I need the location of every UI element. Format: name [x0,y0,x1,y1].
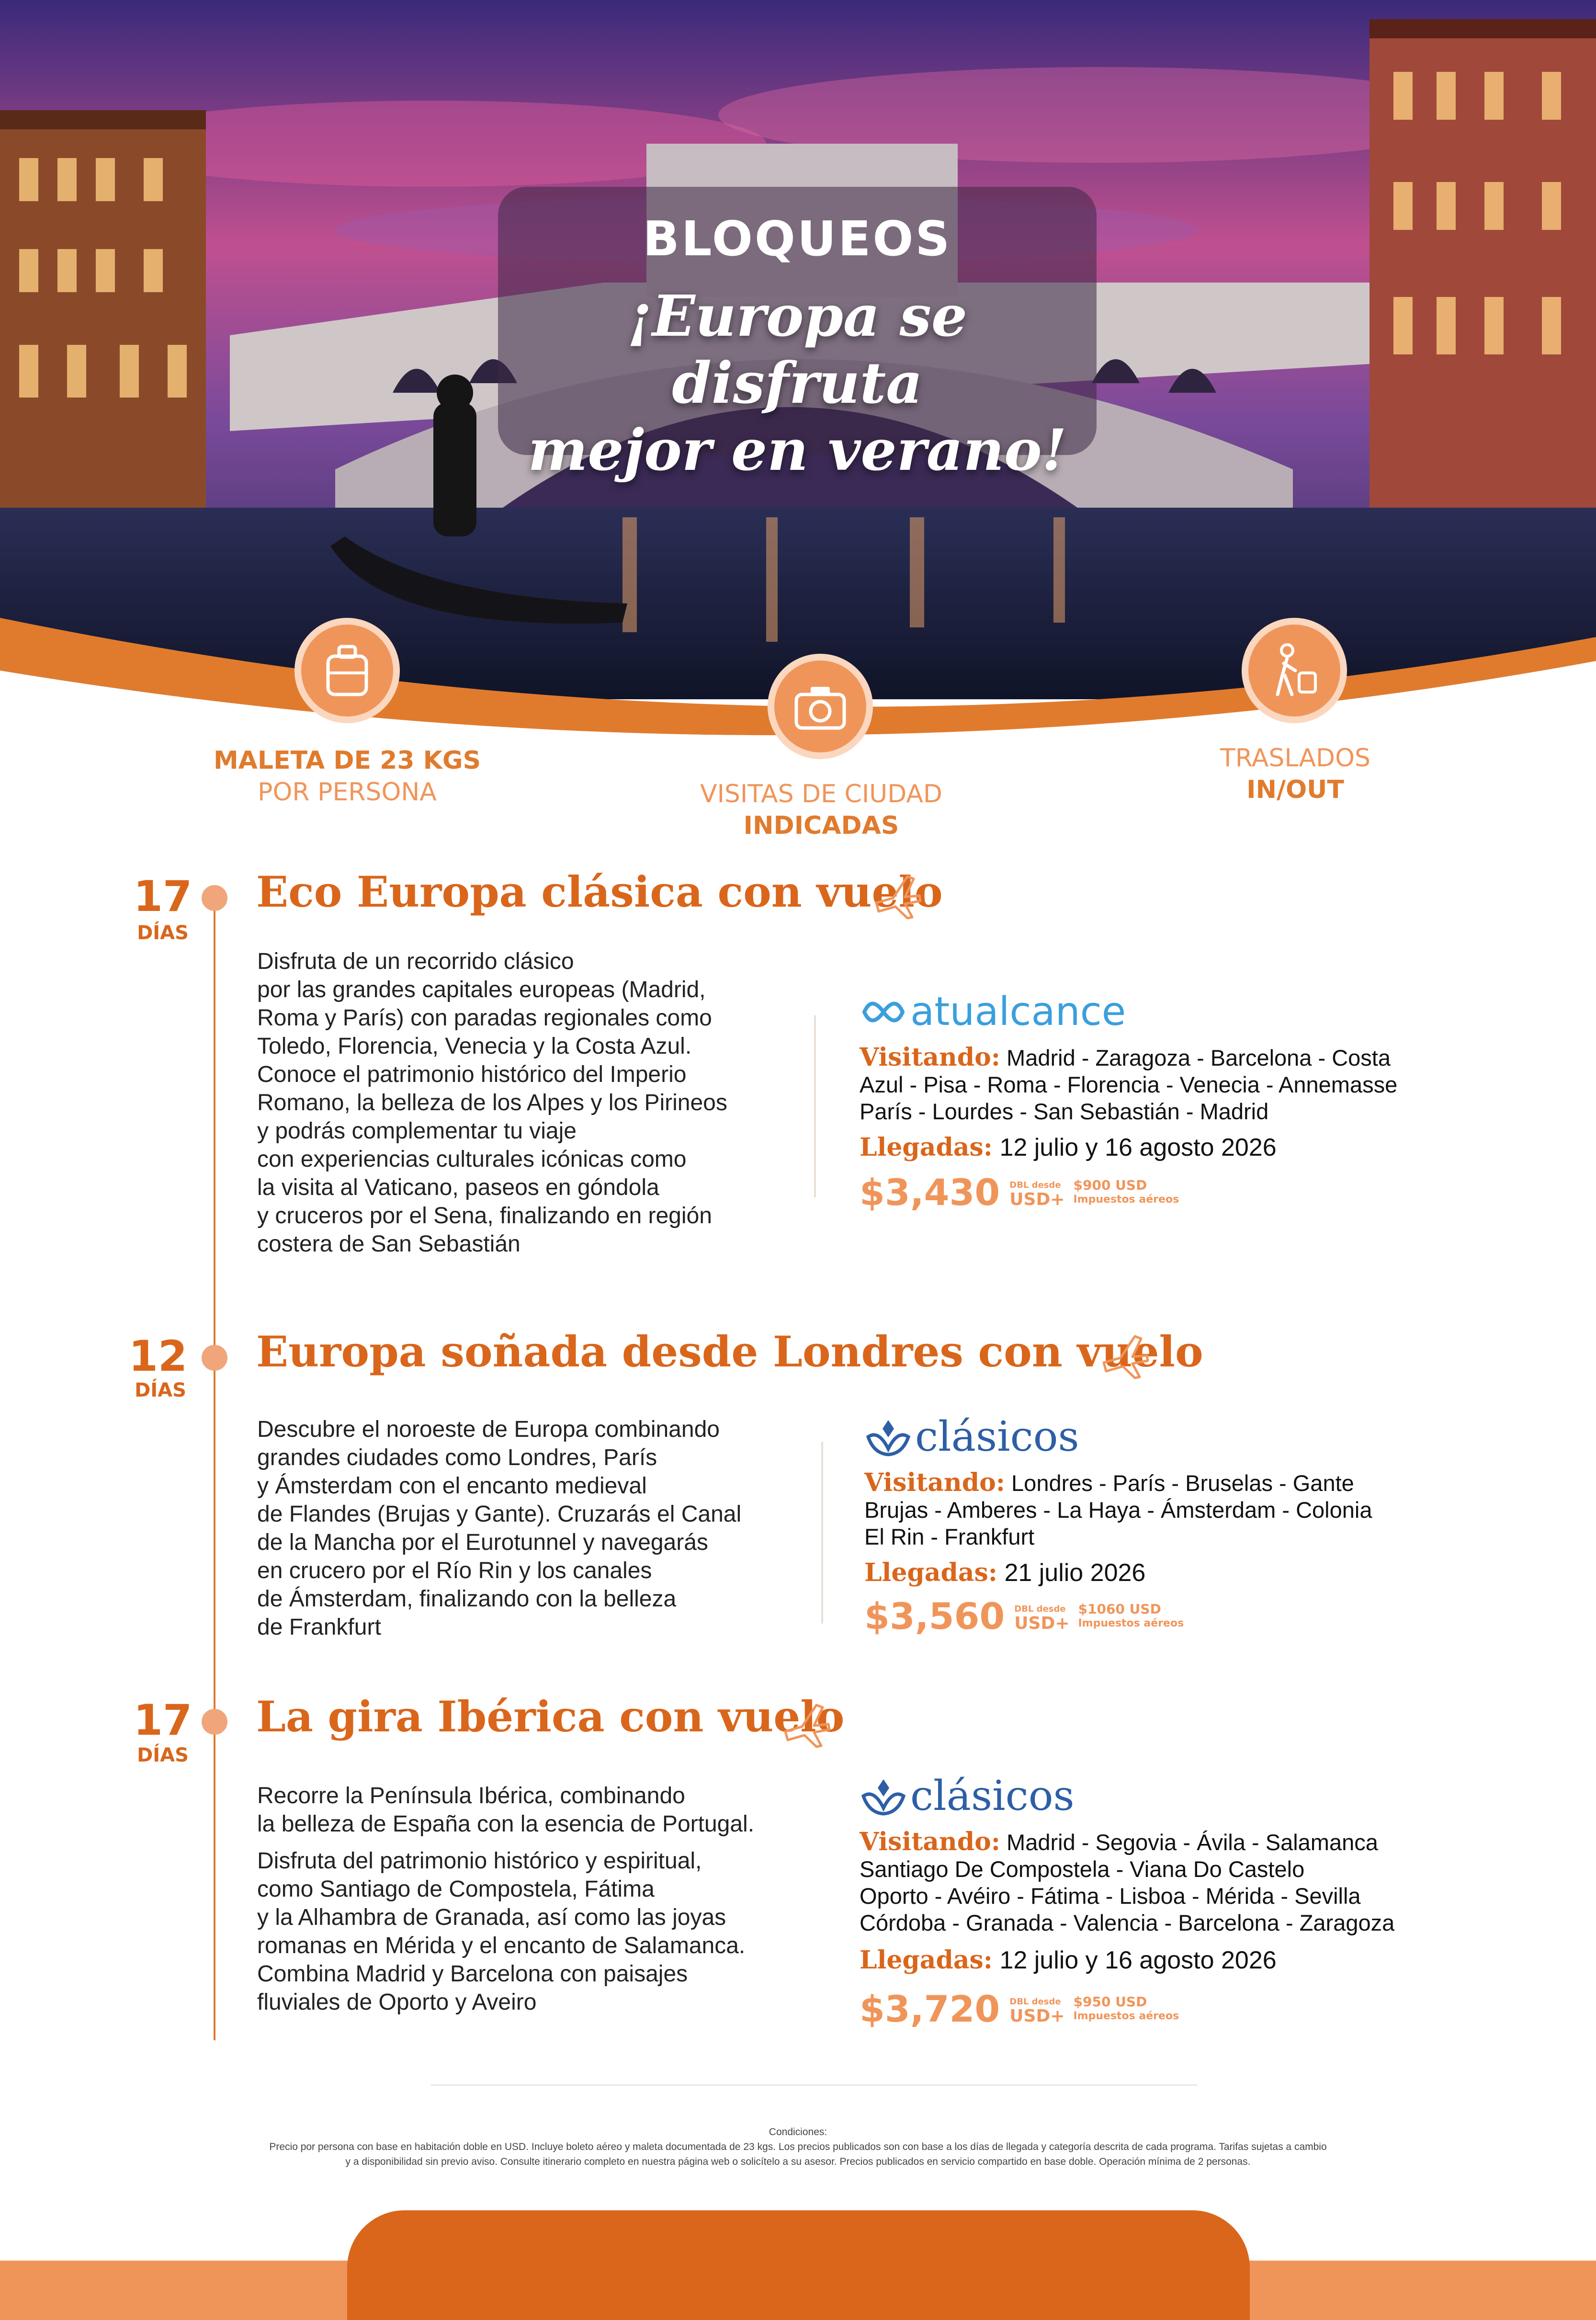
trip-1-desc-line: con experiencias culturales icónicas como [257,1147,687,1172]
feature-luggage [201,745,493,808]
trip-1-desc-line: Romano, la belleza de los Alpes y los Pirineos [257,1090,727,1115]
feature-transfers [1149,742,1441,806]
visit-line: Córdoba - Granada - Valencia - Barcelona - Zaragoza [860,1910,1395,1935]
feature-transfers-line2: IN/OUT [1246,775,1344,804]
trip-1-title: Eco Europa clásica con vuelo [256,867,943,917]
trip-2-desc-line: de la Mancha por el Eurotunnel y navegarás [257,1530,708,1555]
trip-1-price-block [860,1171,1179,1214]
conditions-line: y a disponibilidad sin previo aviso. Consulte itinerario completo en nuestra página web o solicítelo a su asesor. Precios publicados en servicio compartido en base doble. Operación mínima de 2 personas. [345,2156,1251,2167]
visit-line: Santiago De Compostela - Viana Do Castelo [860,1856,1305,1882]
price: $3,560 [864,1595,1005,1638]
camera-icon [768,654,873,759]
conditions-title: Condiciones: [769,2127,827,2138]
tax-label: Impuestos aéreos [1078,1617,1184,1629]
visit-line: Oporto - Avéiro - Fátima - Lisboa - Mérida - Sevilla [860,1883,1361,1909]
timeline-dot [202,1345,227,1371]
conditions-line: Precio por persona con base en habitación doble en USD. Incluye boleto aéreo y maleta documentada de 23 kgs. Los precios publicados son con base a los días de llegada y categoría descrita de cada programa. Tarifas sujetas a cambio [269,2141,1327,2152]
trip-3-days: 17 [133,1695,192,1745]
operator-logo-clasicos [860,1772,1075,1820]
price-note-currency: USD+ [1009,1189,1065,1209]
tax-amount: $1060 USD [1078,1601,1161,1617]
trip-3-desc-line: como Santiago de Compostela, Fátima [257,1876,655,1902]
price-note-currency: USD+ [1009,2006,1065,2026]
visit-line: El Rin - Frankfurt [864,1524,1035,1549]
arrivals-label: Llegadas: [860,1133,993,1162]
trip-3-desc-line: la belleza de España con la esencia de Portugal. [257,1811,755,1837]
trip-3-desc-line: fluviales de Oporto y Aveiro [257,1990,537,2015]
trip-2-desc-line: de Ámsterdam, finalizando con la belleza [257,1586,677,1612]
operator-name: clásicos [915,1413,1079,1461]
trip-3-days-label: DÍAS [137,1744,189,1766]
visit-line: Madrid - Zaragoza - Barcelona - Costa [1007,1045,1391,1070]
visit-line: Madrid - Segovia - Ávila - Salamanca [1007,1830,1378,1855]
price-note-currency: USD+ [1014,1613,1070,1633]
clasicos-logo-icon [860,1774,907,1818]
footer-divider [431,2084,1197,2086]
feature-luggage-line1: MALETA DE 23 KGS [213,746,481,775]
trip-3-desc-line: Combina Madrid y Barcelona con paisajes [257,1961,688,1987]
trip-2-desc-line: de Frankfurt [257,1615,381,1640]
feature-city-visits [673,778,970,842]
visit-line: Londres - París - Bruselas - Gante [1011,1470,1354,1496]
trip-3-visits [860,1829,1482,1936]
trip-3-desc-line: Disfruta del patrimonio histórico y espiritual, [257,1848,702,1874]
trip-2-price-block [864,1595,1184,1638]
feature-transfers-line1: TRASLADOS [1220,744,1371,773]
conditions [158,2125,1438,2169]
trip-2-days: 12 [128,1331,188,1381]
price-note-small: DBL desde [1014,1604,1066,1614]
trip-1-days: 17 [133,872,192,921]
trip-2-desc-line: de Flandes (Brujas y Gante). Cruzarás el Canal [257,1501,742,1527]
trip-1-description [257,947,832,1258]
price: $3,720 [860,1988,1000,2030]
trip-1-desc-line: por las grandes capitales europeas (Madrid, [257,977,706,1002]
trip-1-desc-line: Disfruta de un recorrido clásico [257,949,574,974]
trip-1-desc-line: y podrás complementar tu viaje [257,1118,577,1144]
trip-2-visits [864,1469,1458,1550]
trip-3-desc-line: romanas en Mérida y el encanto de Salamanca. [257,1933,746,1958]
trip-2-desc-line: grandes ciudades como Londres, París [257,1445,657,1470]
visit-line: Azul - Pisa - Roma - Florencia - Venecia - Annemasse [860,1072,1398,1097]
tax-amount: $900 USD [1073,1177,1147,1193]
headline [498,283,1097,484]
tax-label: Impuestos aéreos [1073,1193,1179,1205]
price: $3,430 [860,1171,1000,1214]
trip-2-days-label: DÍAS [135,1379,186,1401]
headline-line-1: ¡Europa se disfruta [627,283,967,416]
trip-3-desc-line: y la Alhambra de Granada, así como las joyas [257,1905,726,1930]
trip-1-desc-line: Roma y París) con paradas regionales como [257,1005,712,1031]
trip-3-desc-line: Recorre la Península Ibérica, combinando [257,1783,685,1808]
visit-label: Visitando: [860,1827,1000,1856]
arrivals-label: Llegadas: [860,1945,993,1975]
footer-tab [347,2210,1250,2320]
airplane-icon [1099,1329,1152,1382]
trip-1-desc-line: Toledo, Florencia, Venecia y la Costa Azul. [257,1034,692,1059]
trip-1-desc-line: la visita al Vaticano, paseos en góndola [257,1175,659,1200]
visit-label: Visitando: [860,1043,1000,1072]
trip-2-arrivals [864,1558,1145,1587]
operator-logo-atualcance [860,989,1126,1035]
airplane-icon [781,1698,833,1751]
timeline-dot [202,885,227,911]
divider [821,1442,823,1624]
arrivals-dates: 12 julio y 16 agosto 2026 [999,1946,1277,1974]
arrivals-dates: 12 julio y 16 agosto 2026 [999,1134,1277,1161]
tax-label: Impuestos aéreos [1073,2010,1179,2022]
timeline-line [214,910,215,2040]
trip-1-desc-line: Conoce el patrimonio histórico del Imperio [257,1062,687,1087]
arrivals-dates: 21 julio 2026 [1004,1559,1146,1587]
trip-2-desc-line: y Ámsterdam con el encanto medieval [257,1473,647,1499]
operator-name: clásicos [910,1772,1075,1820]
trip-1-arrivals [860,1133,1277,1162]
brand-logo: BLOQUEOS [643,211,952,267]
visit-line: París - Lourdes - San Sebastián - Madrid [860,1099,1269,1124]
feature-city-line1: VISITAS DE CIUDAD [700,780,942,808]
feature-luggage-line2: POR PERSONA [258,778,437,807]
operator-name: atualcance [910,989,1126,1035]
suitcase-icon [294,618,400,723]
trip-1-desc-line: costera de San Sebastián [257,1231,521,1257]
headline-line-2: mejor en verano! [528,417,1067,483]
trip-2-desc-line: en crucero por el Río Rin y los canales [257,1558,652,1583]
airplane-icon [872,869,924,922]
trip-3-price-block [860,1988,1179,2030]
trip-1-days-label: DÍAS [137,922,189,944]
trip-2-title: Europa soñada desde Londres con vuelo [256,1327,1203,1376]
timeline-dot [202,1709,227,1735]
trip-3-title: La gira Ibérica con vuelo [256,1692,845,1741]
feature-city-line2: INDICADAS [743,811,899,840]
trip-3-description [257,1782,851,2025]
trip-1-desc-line: y cruceros por el Sena, finalizando en región [257,1203,712,1228]
operator-logo-clasicos [864,1413,1079,1461]
visit-label: Visitando: [864,1468,1005,1497]
divider [814,1015,816,1197]
trip-1-visits [860,1044,1453,1125]
price-note-small: DBL desde [1009,1996,1061,2007]
clasicos-logo-icon [864,1415,912,1458]
traveler-icon [1242,618,1347,723]
atualcance-logo-icon [860,993,907,1031]
arrivals-label: Llegadas: [864,1558,997,1587]
trip-3-arrivals [860,1945,1277,1975]
visit-line: Brujas - Amberes - La Haya - Ámsterdam - Colonia [864,1497,1372,1523]
price-note-small: DBL desde [1009,1180,1061,1190]
trip-2-description [257,1415,832,1641]
tax-amount: $950 USD [1073,1993,1147,2010]
trip-2-desc-line: Descubre el noroeste de Europa combinando [257,1417,720,1442]
